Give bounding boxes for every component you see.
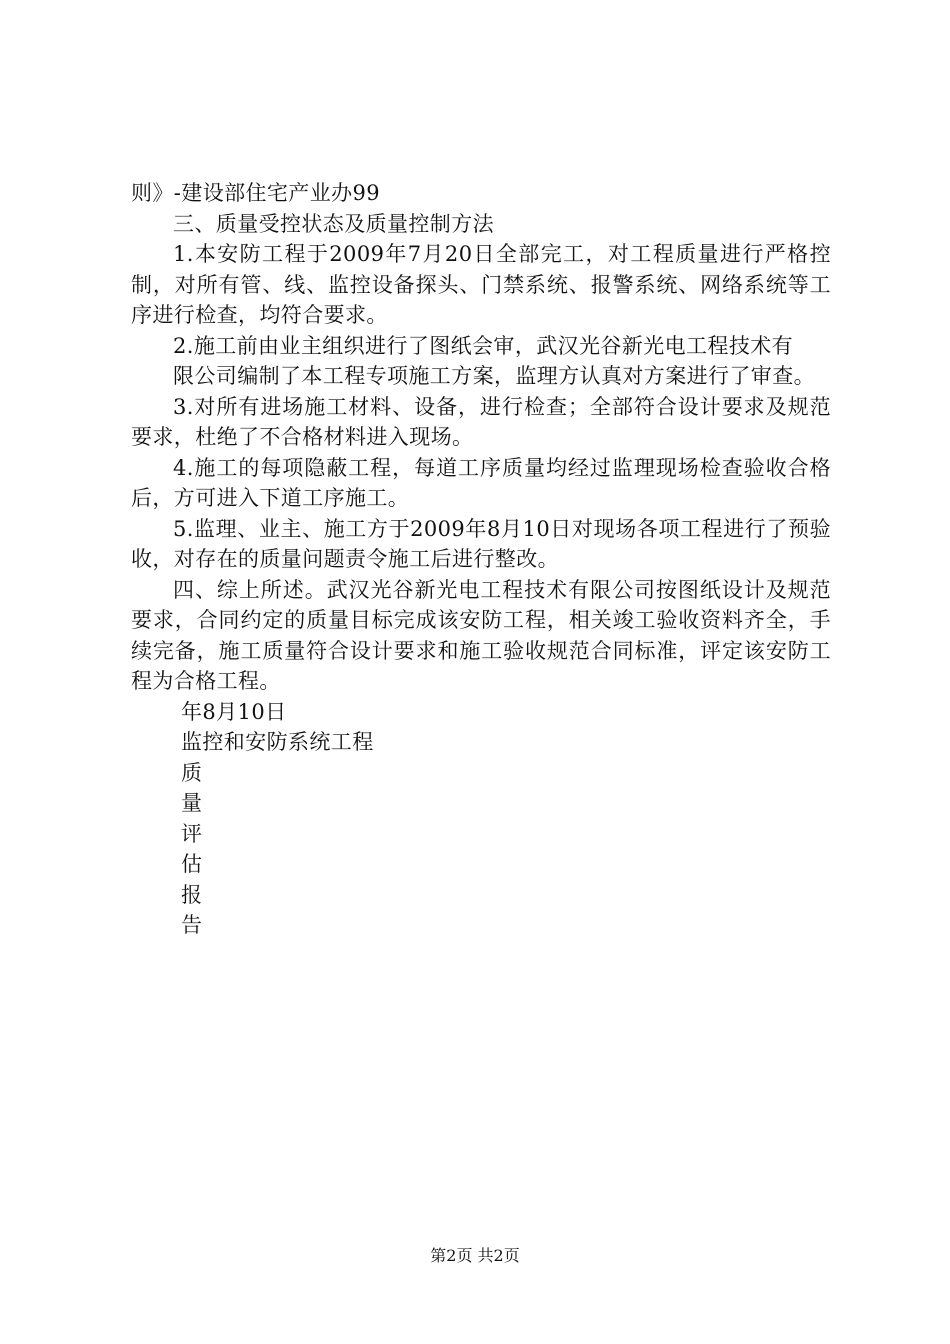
paragraph-item-3: 3.对所有进场施工材料、设备，进行检查；全部符合设计要求及规范要求，杜绝了不合格材料进入现场。 (131, 394, 831, 449)
vertical-title-char: 估 (181, 852, 203, 876)
paragraph-item-2: 2.施工前由业主组织进行了图纸会审，武汉光谷新光电工程技术有 (173, 333, 794, 358)
vertical-title-char: 评 (181, 821, 203, 846)
page-footer: 第2页 共2页 (430, 1246, 520, 1265)
paragraph-item-1: 1.本安防工程于2009年7月20日全部完工，对工程质量进行严格控制，对所有管、线、监控设备探头、门禁系统、报警系统、网络系统等工序进行检查，均符合要求。 (131, 242, 831, 327)
section-heading-4-summary: 四、综上所述。武汉光谷新光电工程技术有限公司按图纸设计及规范要求，合同约定的质量目标完成该安防工程，相关竣工验收资料齐全，手续完备，施工质量符合设计要求和施工验收规范合同标准，评定该安防工程为合格工程。 (131, 577, 831, 693)
vertical-title-char: 告 (181, 913, 203, 937)
document-body (131, 178, 831, 941)
report-title: 监控和安防系统工程 (181, 730, 374, 754)
date-line: 年8月10日 (181, 699, 287, 724)
vertical-title-char: 报 (181, 882, 203, 907)
paragraph-item-2-continued: 限公司编制了本工程专项施工方案，监理方认真对方案进行了审查。 (173, 364, 815, 388)
section-heading-3: 三、质量受控状态及质量控制方法 (173, 211, 494, 236)
paragraph-item-5: 5.监理、业主、施工方于2009年8月10日对现场各项工程进行了预验收，对存在的质量问题责令施工后进行整改。 (131, 516, 831, 571)
paragraph-continuation: 则》-建设部住宅产业办99 (131, 181, 381, 205)
vertical-title-char: 质 (181, 760, 203, 785)
paragraph-item-4: 4.施工的每项隐蔽工程，每道工序质量均经过监理现场检查验收合格后，方可进入下道工序施工。 (131, 455, 831, 510)
vertical-title-char: 量 (181, 791, 203, 815)
